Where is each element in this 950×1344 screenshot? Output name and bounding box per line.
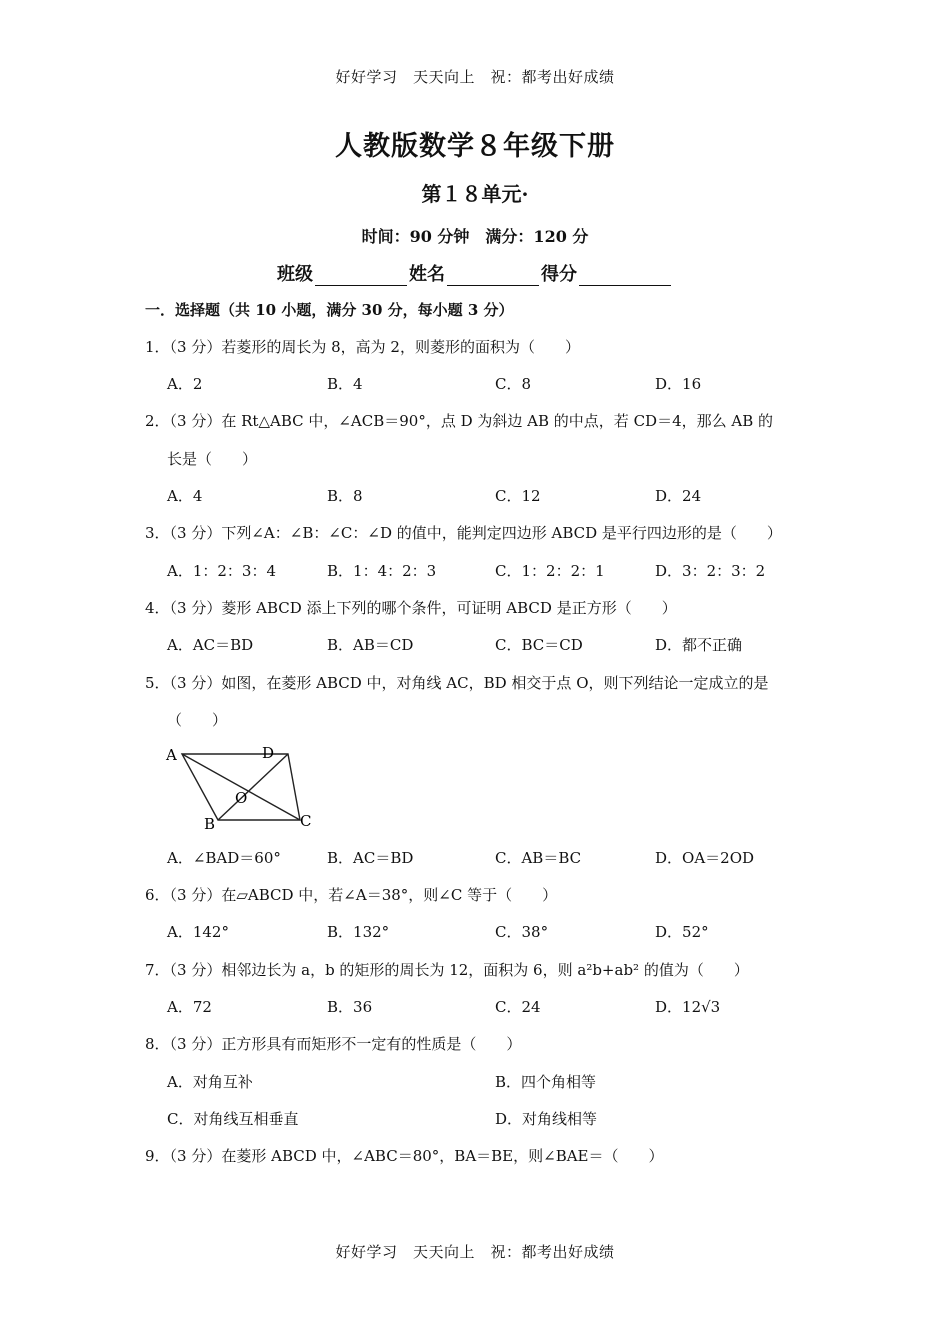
question-3-option-b: B．1：4：2：3 bbox=[327, 562, 437, 580]
question-5-option-a: A．∠BAD＝60° bbox=[167, 849, 281, 867]
vertex-label-a: A bbox=[166, 746, 177, 764]
question-2-option-b: B．8 bbox=[327, 487, 363, 505]
question-8-option-c: C．对角线互相垂直 bbox=[167, 1110, 299, 1128]
rhombus-figure bbox=[160, 740, 330, 835]
question-9-stem: 9．（3 分）在菱形 ABCD 中，∠ABC＝80°，BA＝BE，则∠BAE＝（ ） bbox=[145, 1147, 664, 1165]
question-1-option-a: A．2 bbox=[167, 375, 203, 393]
question-6-option-b: B．132° bbox=[327, 923, 390, 941]
question-8-stem: 8．（3 分）正方形具有而矩形不一定有的性质是（ ） bbox=[145, 1035, 522, 1053]
diagonal-bd bbox=[218, 754, 288, 820]
question-2-option-c: C．12 bbox=[495, 487, 541, 505]
vertex-label-b: B bbox=[204, 815, 216, 833]
question-5-option-b: B．AC＝BD bbox=[327, 849, 414, 867]
question-5-stem: 5．（3 分）如图，在菱形 ABCD 中，对角线 AC，BD 相交于点 O，则下列结论一定成立的是 bbox=[145, 674, 769, 692]
student-info-line bbox=[0, 260, 950, 286]
question-4-option-a: A．AC＝BD bbox=[167, 636, 254, 654]
question-8-option-a: A．对角互补 bbox=[167, 1073, 253, 1091]
question-1-option-c: C．8 bbox=[495, 375, 532, 393]
question-2-option-a: A．4 bbox=[167, 487, 203, 505]
question-4-stem: 4．（3 分）菱形 ABCD 添上下列的哪个条件，可证明 ABCD 是正方形（ ） bbox=[145, 599, 677, 617]
question-6-stem: 6．（3 分）在▱ABCD 中，若∠A＝38°，则∠C 等于（ ） bbox=[145, 886, 558, 904]
vertex-label-d: D bbox=[262, 744, 275, 762]
unit-subtitle: 第１８单元· bbox=[421, 182, 529, 206]
question-1-stem: 1．（3 分）若菱形的周长为 8，高为 2，则菱形的面积为（ ） bbox=[145, 338, 580, 356]
score-label: 得分 bbox=[541, 264, 577, 285]
page-header: 好好学习 天天向上 祝：都考出好成绩 bbox=[335, 68, 615, 86]
question-7-option-c: C．24 bbox=[495, 998, 541, 1016]
question-8-option-d: D．对角线相等 bbox=[495, 1110, 598, 1128]
question-1-option-d: D．16 bbox=[655, 375, 702, 393]
question-5-option-c: C．AB＝BC bbox=[495, 849, 582, 867]
center-label-o: O bbox=[235, 789, 248, 807]
question-5-option-d: D．OA＝2OD bbox=[655, 849, 755, 867]
page-footer: 好好学习 天天向上 祝：都考出好成绩 bbox=[335, 1243, 615, 1261]
question-3-option-d: D．3：2：3：2 bbox=[655, 562, 766, 580]
question-3-option-c: C．1：2：2：1 bbox=[495, 562, 605, 580]
question-2-stem: 2．（3 分）在 Rt△ABC 中，∠ACB＝90°，点 D 为斜边 AB 的中点，若 CD＝4，那么 AB 的 bbox=[145, 412, 774, 430]
question-4-option-c: C．BC＝CD bbox=[495, 636, 583, 654]
name-label: 姓名 bbox=[409, 264, 445, 285]
question-6-option-a: A．142° bbox=[167, 923, 229, 941]
question-2-option-d: D．24 bbox=[655, 487, 702, 505]
question-8-option-b: B．四个角相等 bbox=[495, 1073, 597, 1091]
class-blank bbox=[315, 267, 407, 286]
question-4-option-b: B．AB＝CD bbox=[327, 636, 414, 654]
score-blank bbox=[579, 267, 671, 286]
question-7-option-d: D．12√3 bbox=[655, 998, 721, 1016]
name-blank bbox=[447, 267, 539, 286]
class-label: 班级 bbox=[277, 264, 313, 285]
page-title: 人教版数学８年级下册 bbox=[335, 131, 615, 162]
question-7-option-b: B．36 bbox=[327, 998, 373, 1016]
section-heading: 一．选择题（共 10 小题，满分 30 分，每小题 3 分） bbox=[145, 301, 514, 319]
question-7-option-a: A．72 bbox=[167, 998, 212, 1016]
question-6-option-d: D．52° bbox=[655, 923, 709, 941]
question-1-option-b: B．4 bbox=[327, 375, 363, 393]
time-score-line: 时间：90 分钟 满分：120 分 bbox=[361, 227, 589, 246]
question-2-stem-continued: 长是（ ） bbox=[167, 450, 258, 468]
question-5-stem-continued: （ ） bbox=[167, 711, 228, 729]
question-7-stem: 7．（3 分）相邻边长为 a，b 的矩形的周长为 12，面积为 6，则 a²b+ab² 的值为（ ） bbox=[145, 961, 749, 979]
question-3-option-a: A．1：2：3：4 bbox=[167, 562, 277, 580]
question-3-stem: 3．（3 分）下列∠A：∠B：∠C：∠D 的值中，能判定四边形 ABCD 是平行四边形的是（ ） bbox=[145, 524, 782, 542]
question-4-option-d: D．都不正确 bbox=[655, 636, 743, 654]
question-6-option-c: C．38° bbox=[495, 923, 549, 941]
vertex-label-c: C bbox=[300, 812, 312, 830]
